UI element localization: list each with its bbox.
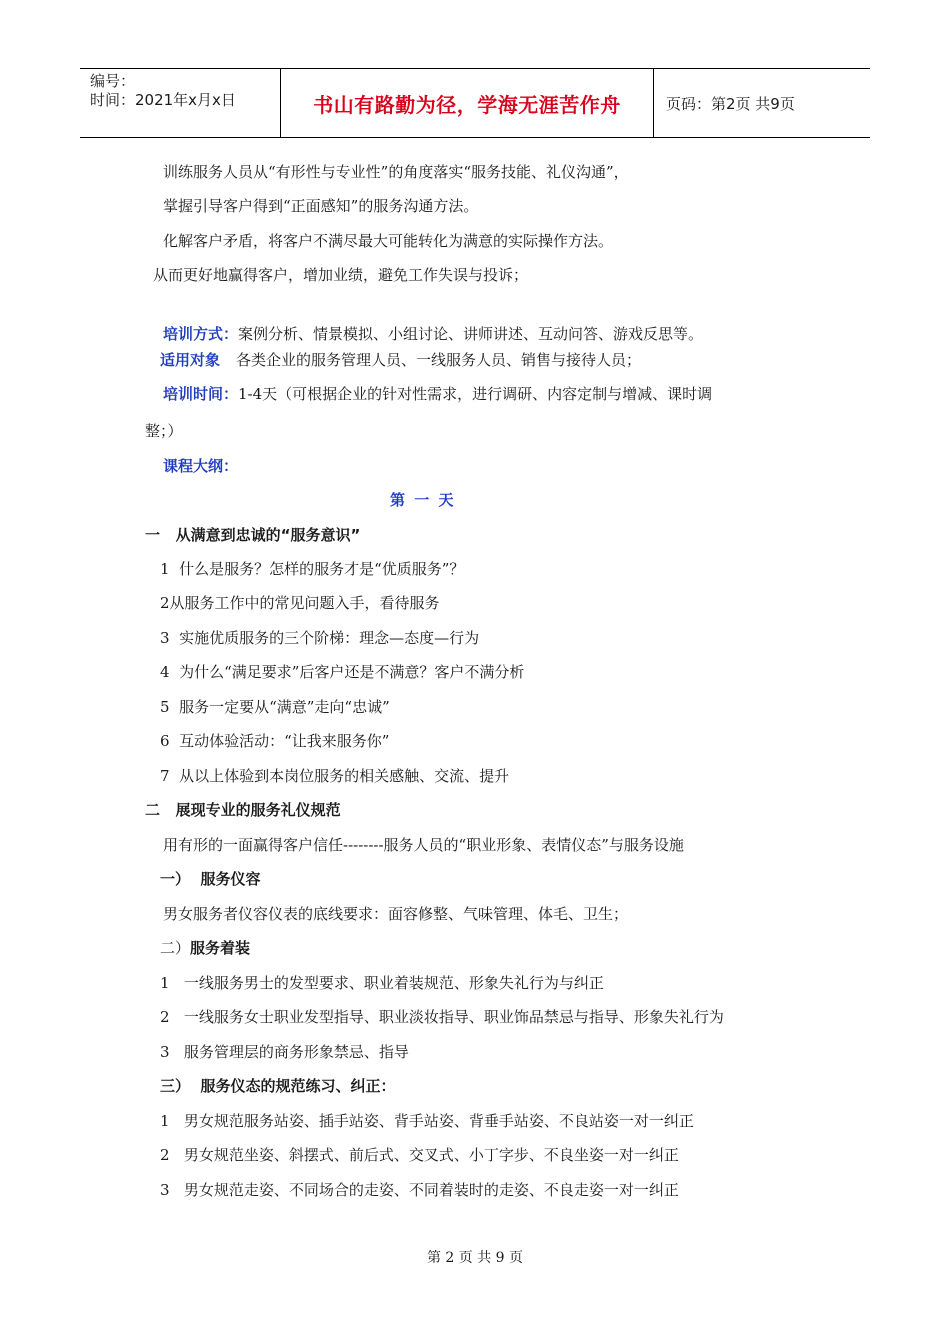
target-audience	[160, 350, 641, 370]
header-motto: 书山有路勤为径，学海无涯苦作舟	[313, 92, 621, 117]
subsection-2-number: 二）	[160, 939, 191, 957]
subsection-1-title: 一） 服务仪容	[160, 870, 261, 888]
section-2-intro: 用有形的一面赢得客户信任--------服务人员的“职业形象、表情仪态”与服务设施	[163, 836, 684, 854]
subsection-3-item: 3 男女规范走姿、不同场合的走姿、不同着装时的走姿、不良走姿一对一纠正	[160, 1181, 679, 1199]
section-1-item: 3 实施优质服务的三个阶梯：理念—态度—行为	[160, 629, 480, 647]
page-header	[80, 68, 870, 138]
section-2-title: 二 展现专业的服务礼仪规范	[145, 801, 341, 819]
subsection-2-item: 2 一线服务女士职业发型指导、职业淡妆指导、职业饰品禁忌与指导、形象失礼行为	[160, 1008, 724, 1026]
section-1-title: 一 从满意到忠诚的“服务意识”	[145, 526, 361, 544]
subsection-2-item: 3 服务管理层的商务形象禁忌、指导	[160, 1043, 409, 1061]
document-number-label: 编号：	[90, 72, 136, 90]
target-audience-text: 各类企业的服务管理人员、一线服务人员、销售与接待人员；	[236, 351, 642, 369]
header-meta	[80, 69, 280, 137]
header-page-info: 页码：第2页 共9页	[666, 94, 795, 113]
section-1-item: 6 互动体验活动：“让我来服务你”	[160, 732, 390, 750]
section-1-item: 2从服务工作中的常见问题入手，看待服务	[160, 594, 440, 612]
target-audience-label: 适用对象	[160, 351, 221, 369]
subsection-3-item: 2 男女规范坐姿、斜摆式、前后式、交叉式、小丁字步、不良坐姿一对一纠正	[160, 1146, 679, 1164]
page-footer: 第 2 页 共 9 页	[426, 1250, 524, 1266]
subsection-1-text: 男女服务者仪容仪表的底线要求：面容修整、气味管理、体毛、卫生；	[163, 905, 629, 923]
section-1-item: 7 从以上体验到本岗位服务的相关感触、交流、提升	[160, 767, 510, 785]
training-method-label: 培训方式：	[163, 325, 239, 343]
training-time	[163, 384, 712, 404]
header-motto-cell	[280, 69, 654, 137]
intro-line: 化解客户矛盾，将客户不满尽最大可能转化为满意的实际操作方法。	[163, 232, 614, 250]
intro-line: 训练服务人员从“有形性与专业性”的角度落实“服务技能、礼仪沟通”，	[163, 163, 629, 181]
training-method-text: 案例分析、情景模拟、小组讨论、讲师讲述、互动问答、游戏反思等。	[238, 325, 704, 343]
section-1-item: 4 为什么“满足要求”后客户还是不满意？客户不满分析	[160, 663, 525, 681]
training-time-text: 1-4天（可根据企业的针对性需求，进行调研、内容定制与增减、课时调	[238, 385, 713, 403]
section-1-item: 1 什么是服务？怎样的服务才是“优质服务”？	[160, 560, 465, 578]
course-outline-label: 课程大纲：	[163, 457, 239, 475]
intro-line: 从而更好地赢得客户，增加业绩，避免工作失误与投诉；	[153, 266, 529, 284]
intro-line: 掌握引导客户得到“正面感知”的服务沟通方法。	[163, 197, 479, 215]
subsection-3-title: 三） 服务仪态的规范练习、纠正：	[160, 1077, 396, 1095]
document-date: 时间：2021年x月x日	[90, 91, 236, 109]
section-1-item: 5 服务一定要从“满意”走向“忠诚”	[160, 698, 390, 716]
day-title: 第 一 天	[390, 491, 456, 509]
subsection-2-title-text: 服务着装	[190, 939, 251, 957]
training-method	[163, 324, 703, 344]
training-time-continued: 整；）	[145, 422, 183, 440]
subsection-2-item: 1 一线服务男士的发型要求、职业着装规范、形象失礼行为与纠正	[160, 974, 604, 992]
subsection-3-item: 1 男女规范服务站姿、插手站姿、背手站姿、背垂手站姿、不良站姿一对一纠正	[160, 1112, 694, 1130]
training-time-label: 培训时间：	[163, 385, 239, 403]
subsection-2-title	[160, 938, 250, 958]
